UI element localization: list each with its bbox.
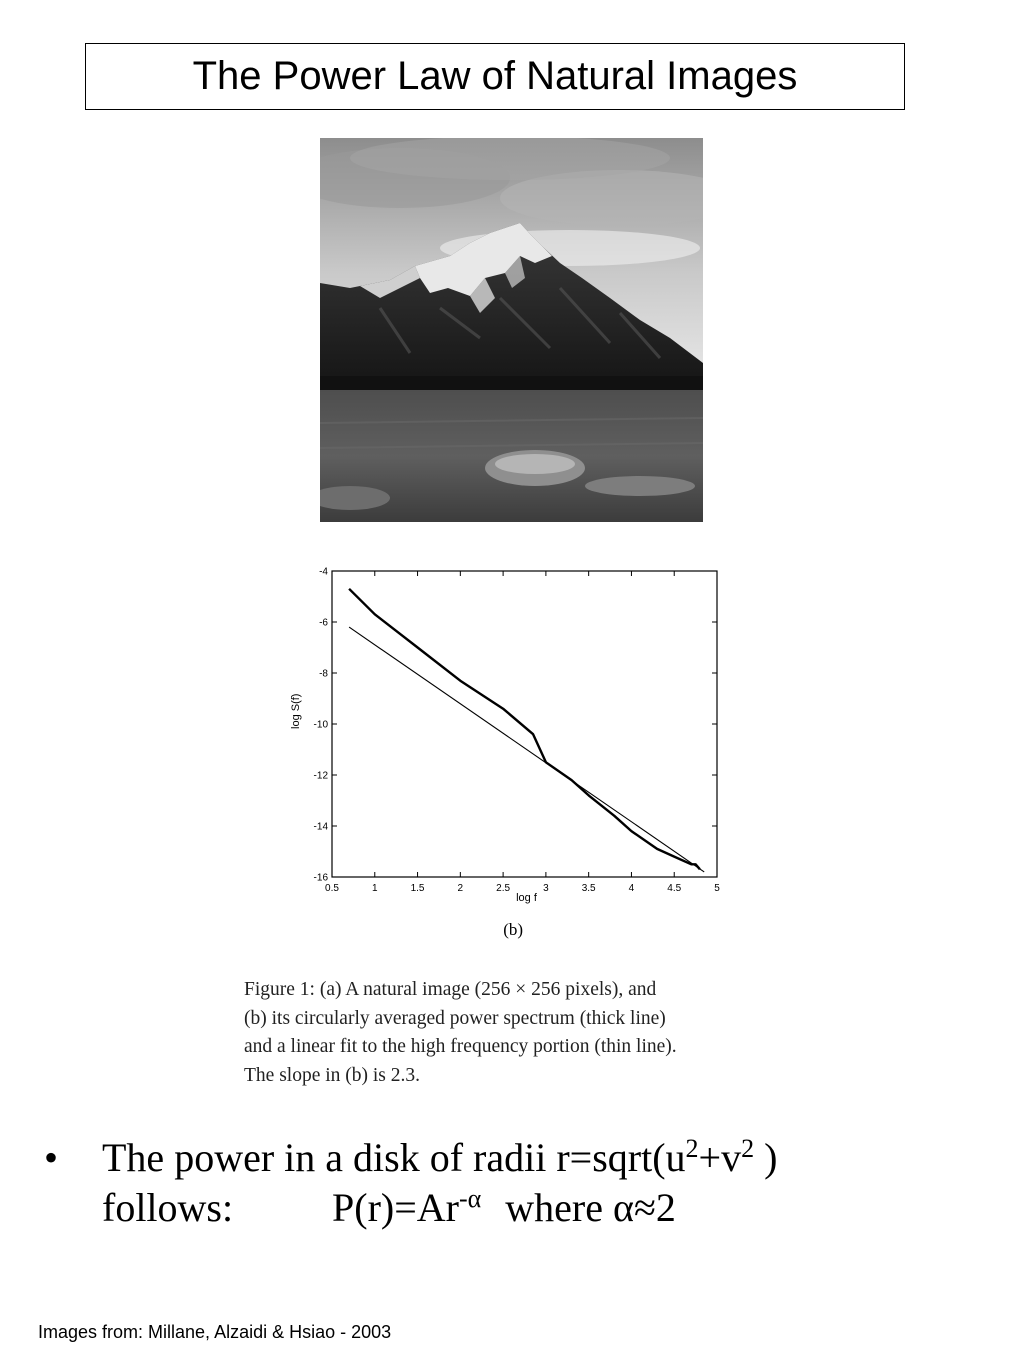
bullet-dot-icon: • — [44, 1135, 59, 1180]
caption-line-1: Figure 1: (a) A natural image (256 × 256 pixels), and — [244, 979, 657, 1000]
y-tick-label: -8 — [319, 668, 328, 680]
x-tick-label: 1.5 — [410, 883, 425, 894]
bullet-text — [102, 1133, 777, 1233]
x-tick-label: 1 — [371, 883, 378, 894]
caption-line-2: (b) its circularly averaged power spectrum (thick line) — [244, 1007, 666, 1029]
caption-line-4: The slope in (b) is 2.3. — [244, 1064, 421, 1086]
y-tick-label: -12 — [313, 770, 328, 782]
x-tick-label: 4.5 — [667, 883, 682, 894]
x-axis-label: log f — [516, 892, 537, 904]
x-tick-label: 3 — [543, 883, 549, 894]
power-spectrum-chart — [282, 563, 727, 943]
x-tick-label: 4 — [628, 883, 635, 894]
bullet-line-1-c: ) — [754, 1135, 778, 1180]
bullet-line-2-c: where α≈2 — [505, 1185, 676, 1230]
x-tick-label: 2 — [457, 883, 464, 894]
y-tick-label: -6 — [319, 617, 328, 629]
x-tick-label: 3.5 — [581, 883, 596, 894]
linear-fit-line — [349, 627, 704, 872]
bullet-line-1 — [102, 1133, 777, 1183]
x-tick-label: 5 — [714, 883, 720, 894]
y-tick-label: -16 — [313, 872, 328, 884]
figure-b-label: (b) — [503, 920, 524, 939]
y-tick-label: -4 — [319, 566, 328, 578]
slide-title — [85, 43, 905, 110]
bullet-line-2-a: follows: — [102, 1185, 234, 1230]
bullet-line-1-b: +v — [698, 1135, 742, 1180]
y-axis-label: log S(f) — [290, 693, 302, 729]
bullet-exp-1: 2 — [685, 1134, 699, 1163]
bullet-line-1-a: The power in a disk of radii r=sqrt(u — [102, 1135, 686, 1180]
figure-caption — [244, 976, 784, 1090]
bullet-exp-2: 2 — [741, 1134, 755, 1163]
x-tick-label: 0.5 — [325, 883, 339, 894]
mountain-lake-photo — [320, 138, 703, 522]
image-credit: Images from: Millane, Alzaidi & Hsiao - 2003 — [38, 1322, 392, 1342]
bullet-line-2-b: P(r)=Ar — [332, 1185, 459, 1230]
bullet-line-2 — [102, 1183, 777, 1233]
caption-line-3: and a linear fit to the high frequency portion (thin line). — [244, 1036, 677, 1057]
slide-title-text: The Power Law of Natural Images — [192, 54, 798, 98]
y-tick-label: -10 — [313, 719, 328, 731]
y-tick-label: -14 — [313, 821, 328, 833]
x-tick-label: 2.5 — [496, 883, 511, 894]
power-spectrum-line — [349, 589, 700, 870]
plot-frame — [332, 571, 717, 877]
bullet-exp-3: -α — [458, 1184, 482, 1213]
